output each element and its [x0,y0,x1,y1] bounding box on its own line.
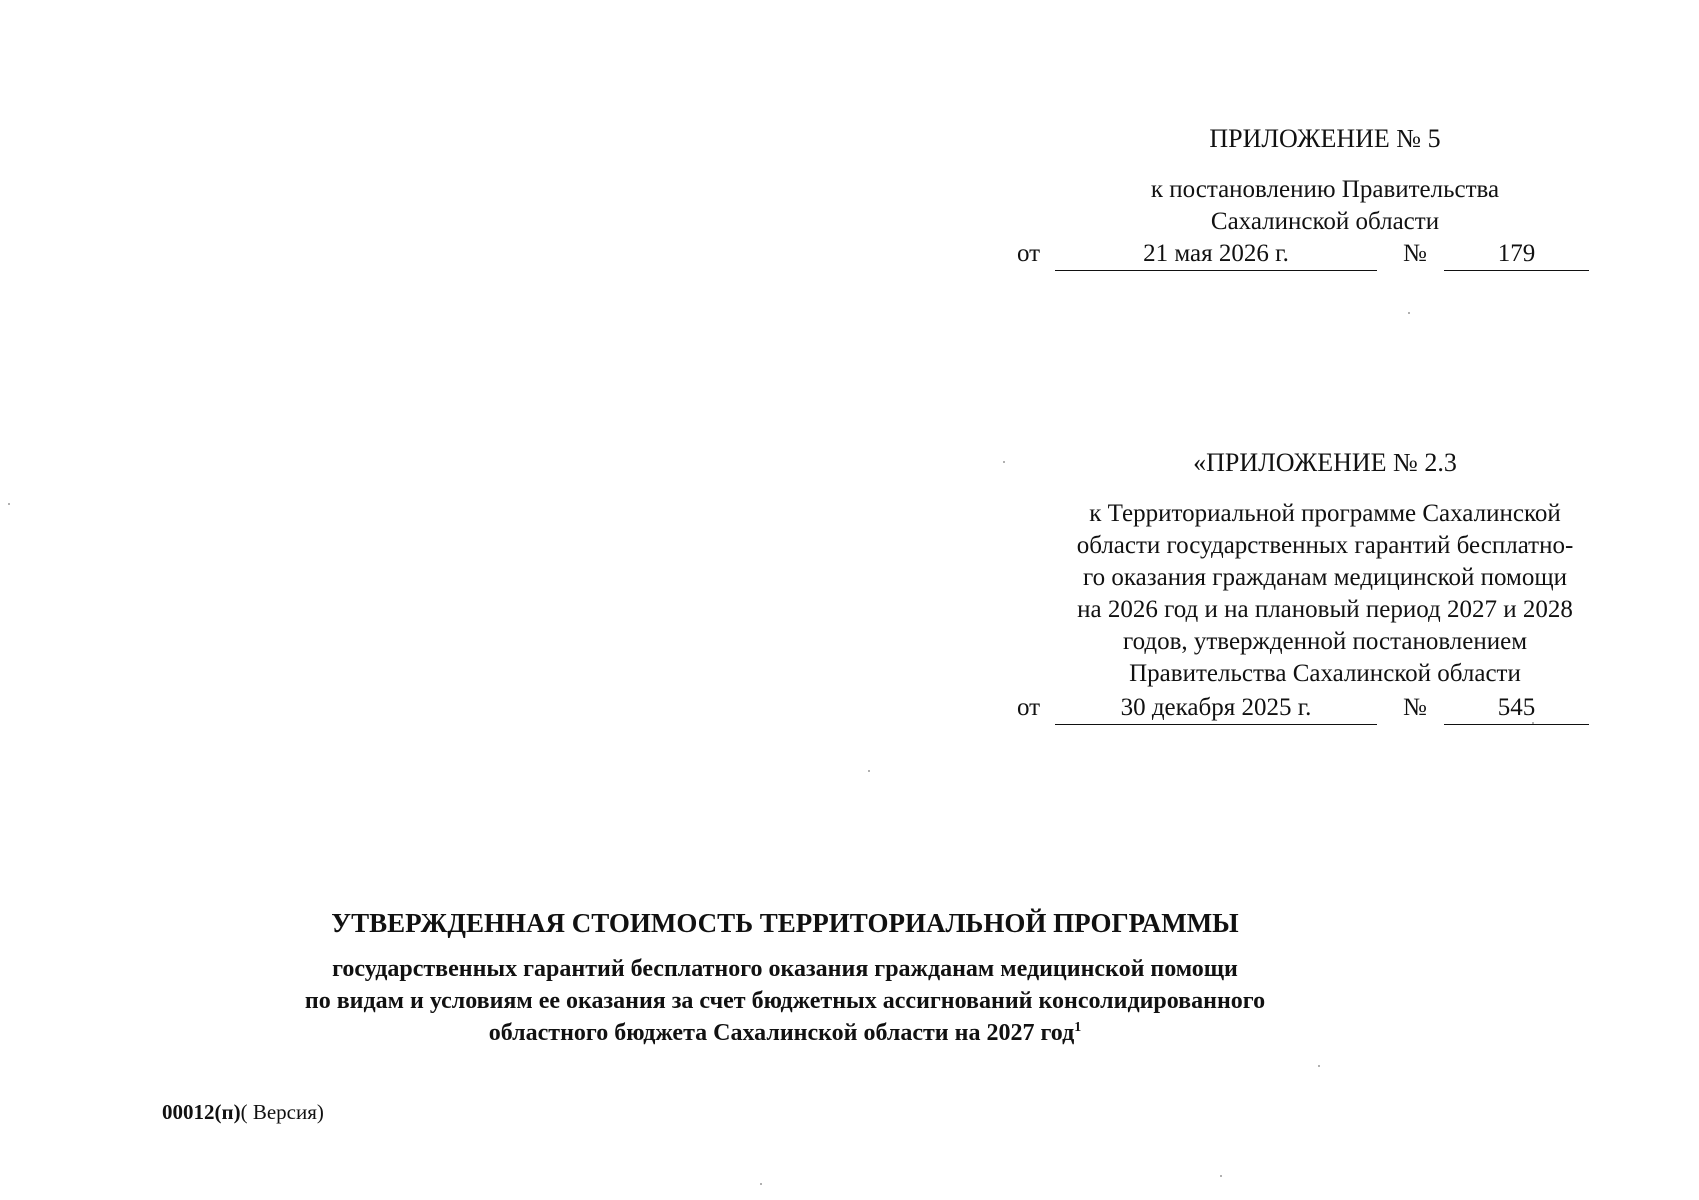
number-sign: № [1403,240,1427,267]
scan-speck [1003,461,1005,463]
appendix-2-3-line: к Территориальной программе Сахалинской [1089,500,1561,527]
footnote-mark: 1 [1074,1020,1082,1035]
document-version: ( Версия) [240,1100,324,1124]
scan-speck [1532,722,1534,724]
resolution-number: 179 [1444,238,1589,271]
resolution-date: 21 мая 2026 г. [1055,238,1377,271]
document-code [162,1098,324,1126]
document-code-id: 00012(п) [162,1100,241,1124]
scan-speck [868,770,870,772]
appendix-5-title: ПРИЛОЖЕНИЕ № 5 [1209,124,1441,153]
document-heading-subtitle [0,953,1660,1049]
appendix-2-3-line: на 2026 год и на плановый период 2027 и 2028 [1077,596,1573,623]
appendix-5-line: к постановлению Правительства [1150,176,1500,203]
appendix-5-resolution-ref [1060,174,1590,238]
scan-speck [1408,312,1410,314]
appendix-2-3-line: го оказания гражданам медицинской помощи [1083,564,1567,591]
date-prefix: от [1017,694,1041,721]
scan-speck [760,1183,762,1185]
scan-speck [1318,1065,1320,1067]
appendix-2-3-line: годов, утвержденной постановлением [1122,628,1528,655]
subtitle-line: по видам и условиям ее оказания за счет бюджетных ассигнований консолидированного [304,988,1266,1014]
document-heading-title: УТВЕРЖДЕННАЯ СТОИМОСТЬ ТЕРРИТОРИАЛЬНОЙ ПРОГРАММЫ [331,908,1239,938]
appendix-2-3-program-ref [1000,498,1650,690]
subtitle-line-with-footnote: областного бюджета Сахалинской области на 2027 год$^1$ [488,1020,1082,1046]
appendix-5-line: Сахалинской области [1210,208,1440,235]
date-prefix: от [1017,240,1041,267]
appendix-2-3-line: Правительства Сахалинской области [1129,660,1521,687]
appendix-2-3-line: области государственных гарантий бесплатно- [1076,532,1574,559]
resolution-date: 30 декабря 2025 г. [1055,692,1377,725]
appendix-2-3-date-row [1017,692,1577,724]
number-sign: № [1403,694,1427,721]
appendix-2-3-title: «ПРИЛОЖЕНИЕ № 2.3 [1193,448,1457,477]
subtitle-line: государственных гарантий бесплатного оказания гражданам медицинской помощи [332,956,1238,982]
scan-speck [1220,1175,1222,1177]
appendix-5-date-row [1017,238,1577,270]
resolution-number: 545 [1444,692,1589,725]
scan-speck [8,503,10,505]
